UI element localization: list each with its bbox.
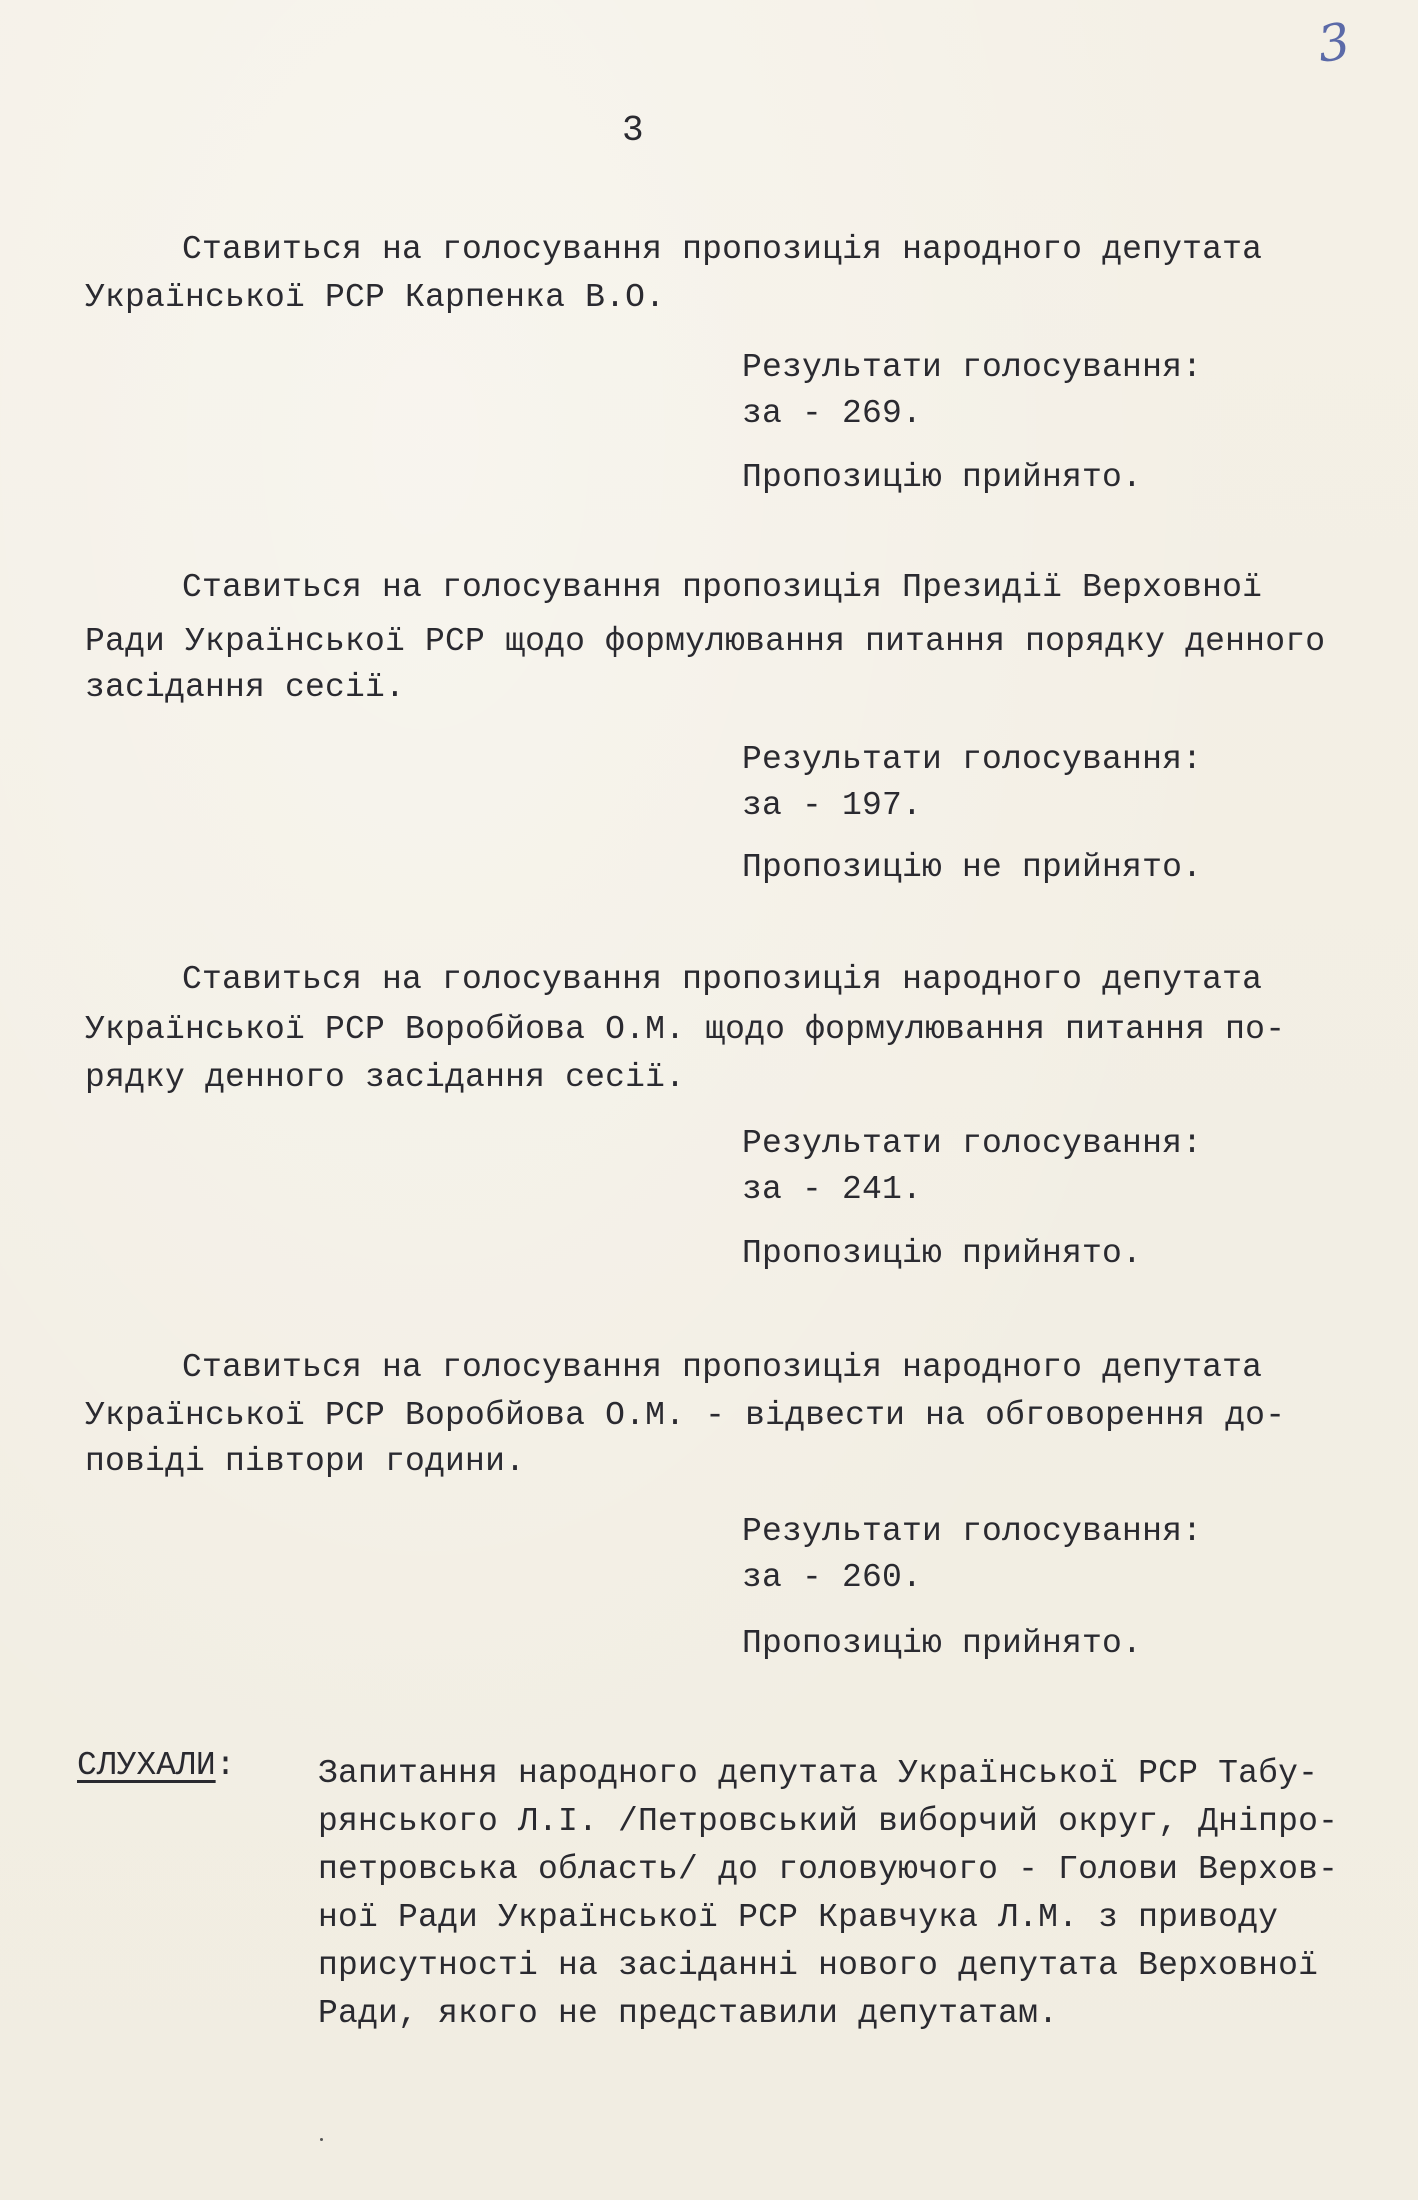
item-4-intro-line-2: Української РСР Воробйова О.М. - відвести на обговорення до- — [85, 1397, 1286, 1434]
handwritten-folio-number: 3 — [1314, 12, 1354, 74]
item-2-results-label: Результати голосування: — [742, 741, 1203, 778]
slukhaly-heading — [77, 1744, 235, 1788]
item-2-intro-line-2: Ради Української РСР щодо формулювання питання порядку денного — [85, 623, 1326, 660]
slukhaly-text-line-1: Запитання народного депутата Української РСР Табу- — [318, 1755, 1319, 1792]
slukhaly-colon: : — [215, 1747, 236, 1784]
item-2-decision: Пропозицію не прийнято. — [742, 849, 1203, 886]
item-1-intro-line-2: Української РСР Карпенка В.О. — [85, 279, 666, 316]
slukhaly-label: СЛУХАЛИ — [77, 1747, 216, 1784]
item-4-decision: Пропозицію прийнято. — [742, 1625, 1143, 1662]
item-2-intro-line-1: Ставиться на голосування пропозиція Президії Верховної — [182, 569, 1263, 606]
item-4-intro-line-1: Ставиться на голосування пропозиція народного депутата — [182, 1349, 1263, 1386]
item-1-vote-count: за - 269. — [742, 395, 923, 432]
stray-ink-dot — [320, 2138, 323, 2141]
slukhaly-text-line-3: петровська область/ до головуючого - Голови Верхов- — [318, 1851, 1339, 1888]
slukhaly-text-line-5: присутності на засіданні нового депутата Верховної — [318, 1947, 1319, 1984]
item-4-vote-count: за - 260. — [742, 1559, 923, 1596]
item-4-intro-line-3: повіді півтори години. — [85, 1443, 526, 1480]
item-3-intro-line-2: Української РСР Воробйова О.М. щодо формулювання питання по- — [85, 1011, 1286, 1048]
slukhaly-text-line-6: Ради, якого не представили депутатам. — [318, 1995, 1059, 2032]
item-3-intro-line-3: рядку денного засідання сесії. — [85, 1059, 686, 1096]
item-3-intro-line-1: Ставиться на голосування пропозиція народного депутата — [182, 961, 1263, 998]
item-1-results-label: Результати голосування: — [742, 349, 1203, 386]
item-1-intro-line-1: Ставиться на голосування пропозиція народного депутата — [182, 231, 1263, 268]
item-3-results-label: Результати голосування: — [742, 1125, 1203, 1162]
item-2-vote-count: за - 197. — [742, 787, 923, 824]
item-4-results-label: Результати голосування: — [742, 1513, 1203, 1550]
item-2-intro-line-3: засідання сесії. — [85, 669, 406, 706]
slukhaly-text-line-2: рянського Л.І. /Петровський виборчий округ, Дніпро- — [318, 1803, 1339, 1840]
item-3-decision: Пропозицію прийнято. — [742, 1235, 1143, 1272]
page-number: 3 — [622, 110, 644, 151]
item-3-vote-count: за - 241. — [742, 1171, 923, 1208]
item-1-decision: Пропозицію прийнято. — [742, 459, 1143, 496]
slukhaly-text-line-4: ної Ради Української РСР Кравчука Л.М. з приводу — [318, 1899, 1279, 1936]
